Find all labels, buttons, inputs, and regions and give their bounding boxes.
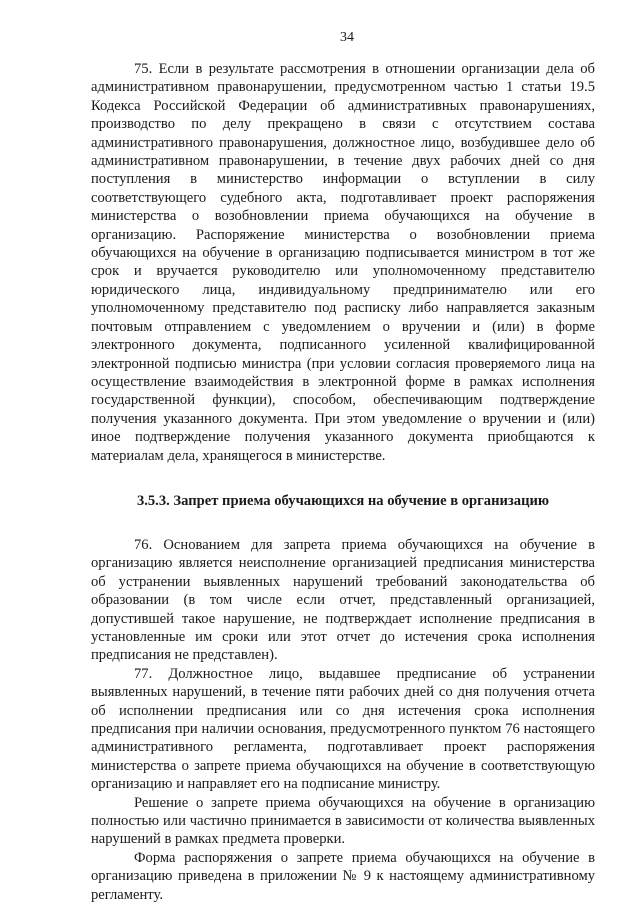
paragraph-76: 76. Основанием для запрета приема обучающихся на обучение в организацию является неисполнение организацией предписания министерства об устранении выявленных нарушений требований законодательства об образовании (в том числе если отчет, представленный организацией, допустившей такое нарушение, не подтверждает исполнение предписания в установленные им сроки или этот отчет до истечения срока исполнения предписания не представлен). [91, 536, 595, 664]
section-heading: 3.5.3. Запрет приема обучающихся на обучение в организацию [136, 492, 550, 509]
paragraph-75: 75. Если в результате рассмотрения в отношении организации дела об административном правонарушении, предусмотренном частью 1 статьи 19.5 Кодекса Российской Федерации об административных правонарушениях, производство по делу прекращено в связи с отсутствием состава административного правонарушения, должностное лицо, возбудившее дело об административном правонарушении, в течение двух рабочих дней со дня поступления в министерство информации о вступлении в силу соответствующего судебного акта, подготавливает проект распоряжения министерства о возобновлении приема обучающихся на обучение в организацию. Распоряжение министерства о возобновлении приема обучающихся на обучение в организацию подписывается министром в тот же срок и вручается руководителю или уполномоченному представителю юридического лица, индивидуальному предпринимателю или его уполномоченному представителю под расписку либо направляется заказным почтовым отправлением с уведомлением о вручении и (или) в форме электронного документа, подписанного усиленной квалифицированной электронной подписью министра (при условии согласия проверяемого лица на осуществление взаимодействия в электронной форме в рамках исполнения государственной функции), способом, обеспечивающим подтверждение получения указанного документа. При этом уведомление о вручении и (или) иное подтверждение получения указанного документа приобщаются к материалам дела, хранящегося в министерстве. [91, 61, 595, 464]
page-number: 34 [340, 30, 354, 45]
paragraph-form: Форма распоряжения о запрете приема обучающихся на обучение в организацию приведена в приложении № 9 к настоящему административному регламенту. [91, 849, 595, 903]
paragraph-decision: Решение о запрете приема обучающихся на обучение в организацию полностью или частично принимается в зависимости от количества выявленных нарушений в рамках предмета проверки. [91, 794, 595, 848]
paragraph-77: 77. Должностное лицо, выдавшее предписание об устранении выявленных нарушений, в течение пяти рабочих дней со дня получения отчета об исполнении предписания или со дня истечения срока исполнения предписания при наличии основания, предусмотренного пунктом 76 настоящего административного регламента, подготавливает проект распоряжения министерства о запрете приема обучающихся на обучение в соответствующую организацию и направляет его на подписание министру. [91, 665, 595, 793]
